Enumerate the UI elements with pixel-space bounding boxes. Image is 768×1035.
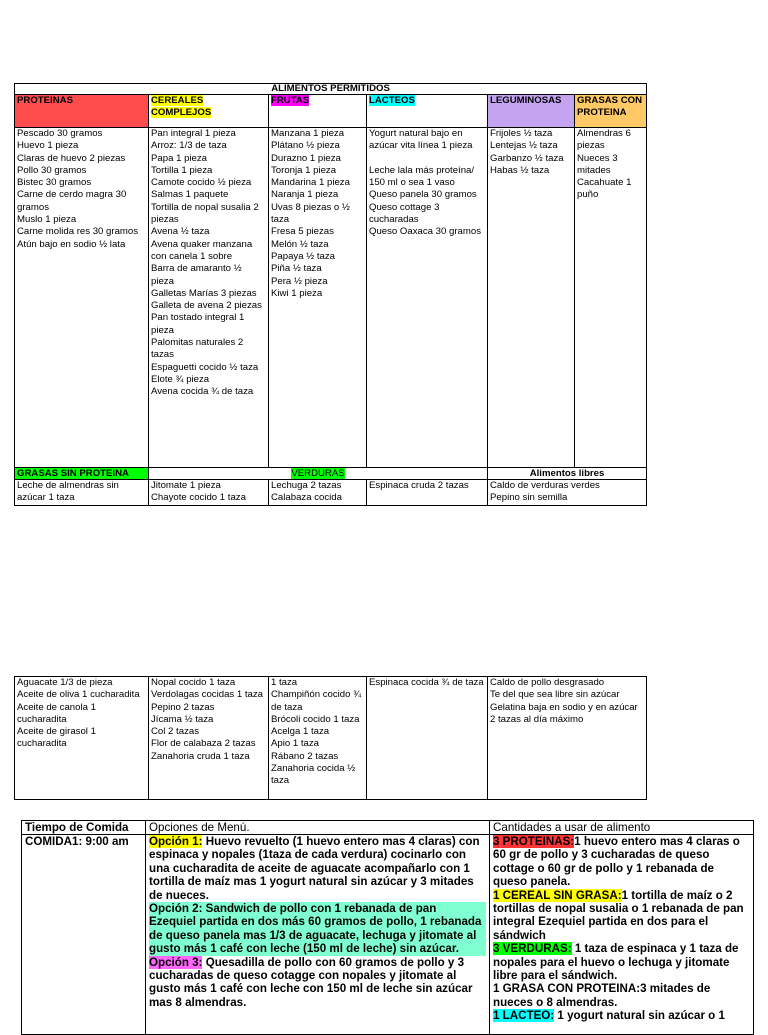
leguminosas-list [488,128,575,468]
quantity-proteinas-label: 3 PROTEINAS: [493,835,575,848]
cereales-list-item: Avena cocida ¾ de taza [151,386,254,398]
frutas-list-item: Melón ½ taza [271,238,329,250]
grasas-con-proteina-list [575,128,647,468]
quantity-proteinas-text: 1 huevo entero mas 4 claras o 60 gr de pollo y 3 cucharadas de queso cottage o 60 gr de pollo y 1 rebanada de queso panela. [493,835,740,889]
header-proteinas [15,95,149,128]
frutas-list-item: Pera ½ pieza [271,275,328,287]
alimentos-permitidos-table [14,83,647,506]
header-frutas [269,95,367,128]
comida1-options [146,835,490,1035]
verduras-list-2-item: Zanahoria cocida ½ taza [271,763,356,787]
header-leguminosas-label: LEGUMINOSAS [490,95,562,106]
quantity-cereal-text: 1 tortilla de maíz o 2 tortillas de nopal susalia o 1 rebanada de pan integral Ezequiel partida en dos para el sándwich [493,888,744,942]
verduras-list-2-item: Apio 1 taza [271,738,320,750]
frutas-list-item: Naranja 1 pieza [271,189,339,201]
header-lacteos-label: LACTEOS [369,95,415,106]
grasas-con-proteina-list-item: Nueces 3 mitades [577,152,618,176]
header-grasas-sin-proteina [15,468,149,480]
row3-cell-4: Espinaca cruda 2 tazas [367,480,488,506]
grasas-sin-proteina-list-item: Aceite de oliva 1 cucharadita [17,689,140,701]
frutas-list-item: Papaya ½ taza [271,250,336,262]
grasas-sin-proteina-list [15,677,149,800]
proteinas-list-item: Claras de huevo 2 piezas [17,152,126,164]
verduras-list-1 [149,677,269,800]
header-verduras [149,468,488,480]
option3-label: Opción 3: [149,955,203,969]
proteinas-list-item: Huevo 1 pieza [17,140,79,152]
row3-cell-2: Jitomate 1 pieza Chayote cocido 1 taza [149,480,269,506]
header-cantidades: Cantidades a usar de alimento [490,821,754,835]
grasas-sin-proteina-list-item: Aceite de girasol 1 cucharadita [17,726,96,750]
grasas-con-proteina-list-item: Cacahuate 1 puño [577,177,632,201]
cereales-list-item: Barra de amaranto ½ pieza [151,263,242,287]
quantity-grasa-text: 1 GRASA CON PROTEINA:3 mitades de nueces o 8 almendras. [493,982,711,1009]
verduras-list-2-item: Brócoli cocido 1 taza [271,713,360,725]
grasas-sin-proteina-list-item: Aguacate 1/3 de pieza [17,677,113,688]
verduras-list-1-item: Pepino 2 tazas [151,701,215,713]
proteinas-list-item: Carne molida res 30 gramos [17,226,139,238]
verduras-list-1-item: Zanahoria cruda 1 taza [151,750,250,762]
proteinas-list-item: Pescado 30 gramos [17,128,103,139]
verduras-list-1-item: Flor de calabaza 2 tazas [151,738,256,750]
cereales-list-item: Arroz: 1/3 de taza [151,140,227,152]
frutas-list-item: Toronja 1 pieza [271,164,337,176]
row3-cell-1: Leche de almendras sin azúcar 1 taza [15,480,149,506]
verduras-list-2-item: Rábano 2 tazas [271,750,339,762]
alimentos-libres-list [488,677,647,800]
frutas-list [269,128,367,468]
leguminosas-list-item: Habas ½ taza [490,164,550,176]
cereales-list-item: Papa 1 pieza [151,152,208,164]
cereales-list [149,128,269,468]
frutas-list-item: Piña ½ taza [271,263,322,275]
quantity-cereal-label: 1 CEREAL SIN GRASA: [493,888,622,902]
cereales-list-item: Avena quaker manzana con canela 1 sobre [151,238,253,262]
header-grasas-con-proteina [575,95,647,128]
table-title: ALIMENTOS PERMITIDOS [15,84,647,95]
alimentos-libres-list-item: Caldo de pollo desgrasado [490,677,605,688]
cereales-list-item: Camote cocido ½ pieza [151,177,252,189]
frutas-list-item: Plátano ½ pieza [271,140,340,152]
header-proteinas-label: PROTEINAS [17,95,73,106]
leguminosas-list-item: Garbanzo ½ taza [490,152,564,164]
lacteos-list-item: Queso Oaxaca 30 gramos [369,226,481,238]
proteinas-list-item: Carne de cerdo magra 30 gramos [17,189,127,213]
cereales-list-item: Espaguetti cocido ½ taza [151,361,259,373]
frutas-list-item: Kiwi 1 pieza [271,287,323,299]
verduras-list-1-item: Nopal cocido 1 taza [151,677,236,688]
lacteos-list [367,128,488,468]
lacteos-list-item: Queso cottage 3 cucharadas [369,201,440,226]
cereales-list-item: Galletas Marías 3 piezas [151,287,257,299]
header-verduras-label: VERDURAS [291,468,345,479]
proteinas-list-item: Muslo 1 pieza [17,214,77,226]
header-tiempo-de-comida: Tiempo de Comida [22,821,146,835]
verduras-list-2-item: 1 taza [271,677,298,688]
cereales-list-item: Galleta de avena 2 piezas [151,300,262,312]
grasas-con-proteina-list-item: Almendras 6 piezas [577,128,631,152]
option1-text: Huevo revuelto (1 huevo entero mas 4 claras) con espinaca y nopales (1taza de cada verdura) cocinarlo con una cucharadita de aceite de aguacate acompañarlo con 1 tortilla de maíz mas 1 yogurt natural sin azúcar y 3 mitades de nueces. [149,835,480,902]
header-cereales [149,95,269,128]
header-frutas-label: FRUTAS [271,95,310,106]
header-alimentos-libres: Alimentos libres [488,468,647,480]
option1-label: Opción 1: [149,835,203,848]
header-grasas-con-proteina-label: GRASAS CON PROTEINA [577,95,643,119]
menu-table [21,820,754,1035]
proteinas-list-item: Atún bajo en sodio ½ lata [17,238,126,250]
lacteos-list-item [369,153,485,165]
cereales-list-item: Elote ¾ pieza [151,373,210,385]
header-opciones-de-menu: Opciones de Menú. [146,821,490,835]
verduras-list-1-item: Col 2 tazas [151,726,199,738]
verduras-list-1-item: Verdolagas cocidas 1 taza [151,689,264,701]
header-leguminosas [488,95,575,128]
comida1-quantities [490,835,754,1035]
frutas-list-item: Mandarina 1 pieza [271,177,350,189]
alimentos-continuacion-table [14,676,647,800]
quantity-verduras-label: 3 VERDURAS: [493,942,572,956]
verduras-list-2-item: Champiñón cocido ¾ de taza [271,689,362,713]
frutas-list-item: Durazno 1 pieza [271,152,341,164]
verduras-list-3 [367,677,488,800]
leguminosas-list-item: Frijoles ½ taza [490,128,553,139]
header-grasas-sin-proteina-label: GRASAS SIN PROTEINA [17,468,129,479]
option3-text: Quesadilla de pollo con 60 gramos de pollo y 3 cucharadas de queso cotagge con nopales y jitomate al gusto más 1 café con leche con 150 ml de leche sin azúcar mas 8 almendras. [149,955,473,1009]
proteinas-list-item: Pollo 30 gramos [17,164,87,176]
lacteos-list-item: Leche lala más proteína/ 150 ml o sea 1 vaso [369,164,475,189]
lacteos-list-item: Queso panela 30 gramos [369,189,477,201]
proteinas-list-item: Bistec 30 gramos [17,177,92,189]
frutas-list-item: Uvas 8 piezas o ½ taza [271,201,350,226]
row3-cell-3: Lechuga 2 tazas Calabaza cocida [269,480,367,506]
row3-cell-5: Caldo de verduras verdes Pepino sin semilla [488,480,647,506]
header-lacteos [367,95,488,128]
alimentos-libres-list-item: Gelatina baja en sodio y en azúcar 2 tazas al día máximo [490,701,638,725]
option2-text: Opción 2: Sandwich de pollo con 1 rebanada de pan Ezequiel partida en dos más 60 gramos de pollo, 1 rebanada de queso panela mas 1/3 de aguacate, lechuga y jitomate al gusto más 1 café con leche (150 ml de leche) sin azúcar. [149,902,486,956]
quantity-lacteo-text: 1 yogurt natural sin azúcar o 1 [554,1009,725,1023]
quantity-verduras-text: 1 taza de espinaca y 1 taza de nopales para el huevo o lechuga y jitomate libre para el sándwich. [493,942,739,983]
cereales-list-item: Tortilla 1 pieza [151,164,213,176]
quantity-lacteo-label: 1 LACTEO: [493,1009,555,1023]
cereales-list-item: Avena ½ taza [151,226,210,238]
alimentos-libres-list-item: Te del que sea libre sin azúcar [490,689,620,701]
cereales-list-item: Pan integral 1 pieza [151,128,236,139]
grasas-sin-proteina-list-item: Aceite de canola 1 cucharadita [17,701,96,725]
verduras-list-2 [269,677,367,800]
cereales-list-item: Palomitas naturales 2 tazas [151,337,244,361]
comida1-time: COMIDA1: 9:00 am [22,835,146,1035]
header-cereales-label: CEREALES COMPLEJOS [151,95,212,119]
verduras-list-1-item: Jícama ½ taza [151,713,214,725]
lacteos-list-item: Yogurt natural bajo en azúcar vita línea 1 pieza [369,128,473,152]
cereales-list-item: Tortilla de nopal susalia 2 piezas [151,201,259,226]
verduras-list-2-item: Acelga 1 taza [271,726,330,738]
frutas-list-item: Manzana 1 pieza [271,128,345,139]
frutas-list-item: Fresa 5 piezas [271,226,334,238]
cereales-list-item: Pan tostado integral 1 pieza [151,312,245,336]
cereales-list-item: Salmas 1 paquete [151,189,229,201]
proteinas-list [15,128,149,468]
leguminosas-list-item: Lentejas ½ taza [490,140,558,152]
verduras-list-3-item: Espinaca cocida ¾ de taza [369,677,484,688]
